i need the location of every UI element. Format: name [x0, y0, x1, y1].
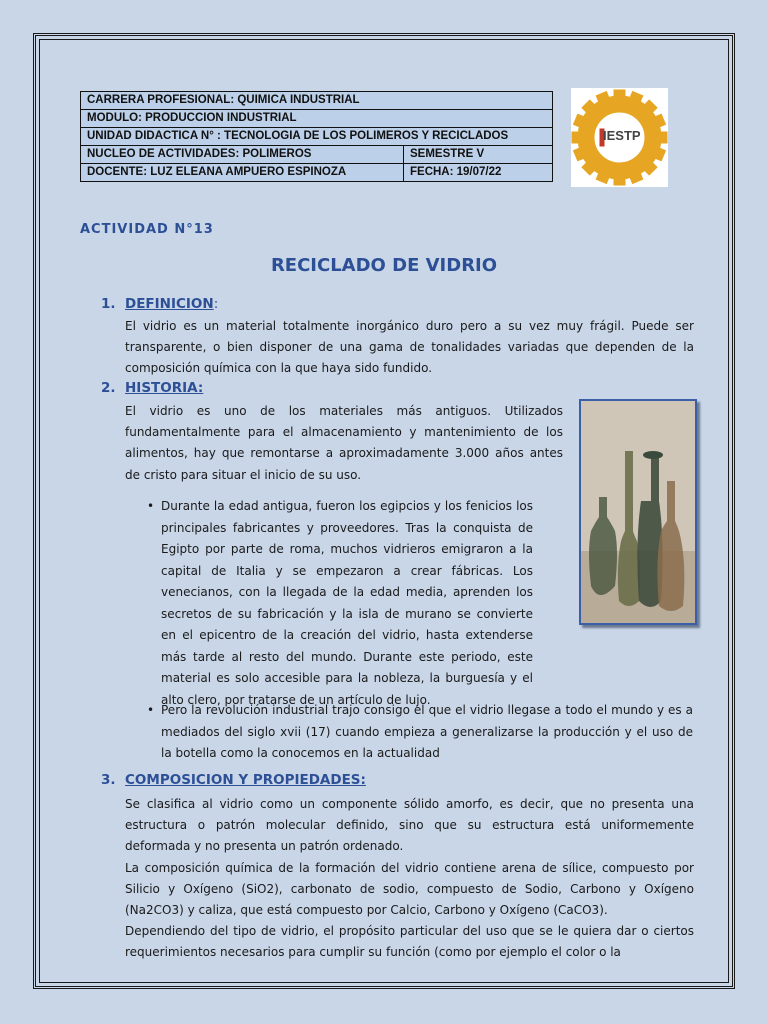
course-info-table [80, 91, 553, 182]
bullet-dot: • [147, 499, 155, 513]
activity-number: ACTIVIDAD N°13 [80, 222, 214, 237]
glass-bottles-illustration [581, 401, 695, 623]
logo-text: IESTP [603, 128, 641, 143]
page-title: RECICLADO DE VIDRIO [270, 255, 498, 276]
section-heading-historia: 2. HISTORIA: [101, 380, 204, 396]
history-bullet-1: • Durante la edad antigua, fueron los egipcios y los fenicios los principales fabricantes y proveedores. Tras la conquista de Egipto por parte de roma, muchos vidrieros emigraron a la capital de Italia y se empezaron a crear fábricas. Los venecianos, con la llegada de la edad media, aprenden los secretos de su fabricación y la isla de murano se convierte en el epicentro de la creación del vidrio, hasta extenderse más tarde al resto del mundo. Durante este periodo, este material es solo accesible para la nobleza, la burguesía y el alto clero, por tratarse de un artículo de lujo. [137, 496, 533, 711]
section-heading-composicion: 3. COMPOSICION Y PROPIEDADES: [101, 772, 366, 788]
career-cell: CARRERA PROFESIONAL: QUIMICA INDUSTRIAL [81, 92, 553, 110]
teacher-cell: DOCENTE: LUZ ELEANA AMPUERO ESPINOZA [81, 164, 404, 182]
definition-paragraph: El vidrio es un material totalmente inorgánico duro pero a su vez muy frágil. Puede ser transparente, o bien disponer de una gama de tonalidades variadas que dependen de la composición química con la que haya sido fundido. [125, 319, 694, 376]
date-cell: FECHA: 19/07/22 [404, 164, 553, 182]
composition-paragraph-3: Dependiendo del tipo de vidrio, el propósito particular del uso que se le quiera dar o ciertos requerimientos necesarios para cumplir su función (como por ejemplo el color o la [125, 924, 694, 960]
table-row [81, 164, 553, 182]
institute-logo [571, 88, 668, 187]
module-cell: MODULO: PRODUCCION INDUSTRIAL [81, 110, 553, 128]
semester-cell: SEMESTRE V [404, 146, 553, 164]
table-row [81, 146, 553, 164]
unit-cell: UNIDAD DIDACTICA N° : TECNOLOGIA DE LOS POLIMEROS Y RECICLADOS [81, 128, 553, 146]
table-row [81, 110, 553, 128]
section-heading-definicion: 1. DEFINICION: [101, 296, 219, 312]
bullet-dot: • [147, 703, 155, 717]
table-row [81, 92, 553, 110]
composition-paragraph-2: La composición química de la formación del vidrio contiene arena de sílice, compuesto por Silicio y Oxígeno (SiO2), carbonato de sodio, compuesto de Sodio, Carbono y Oxígeno (Na2CO3) y caliza, que está compuesto por Calcio, Carbono y Oxígeno (CaCO3). [125, 861, 694, 918]
table-row [81, 128, 553, 146]
glass-bottles-photo [579, 399, 697, 625]
composition-paragraph-1: Se clasifica al vidrio como un componente sólido amorfo, es decir, que no presenta una estructura o patrón molecular definido, sino que su estructura está uniformemente deformada y no presenta un patrón ordenado. [125, 797, 694, 854]
history-bullet-2: • Pero la revolución industrial trajo consigo el que el vidrio llegase a todo el mundo y es a mediados del siglo xvii (17) cuando empieza a generalizarse la producción y el uso de la botella como la conocemos en la actualidad [137, 700, 693, 765]
activity-core-cell: NUCLEO DE ACTIVIDADES: POLIMEROS [81, 146, 404, 164]
history-paragraph: El vidrio es uno de los materiales más antiguos. Utilizados fundamentalmente para el almacenamiento y mantenimiento de los alimentos, hay que remontarse a aproximadamente 3.000 años antes de cristo para situar el inicio de su uso. [125, 404, 563, 482]
